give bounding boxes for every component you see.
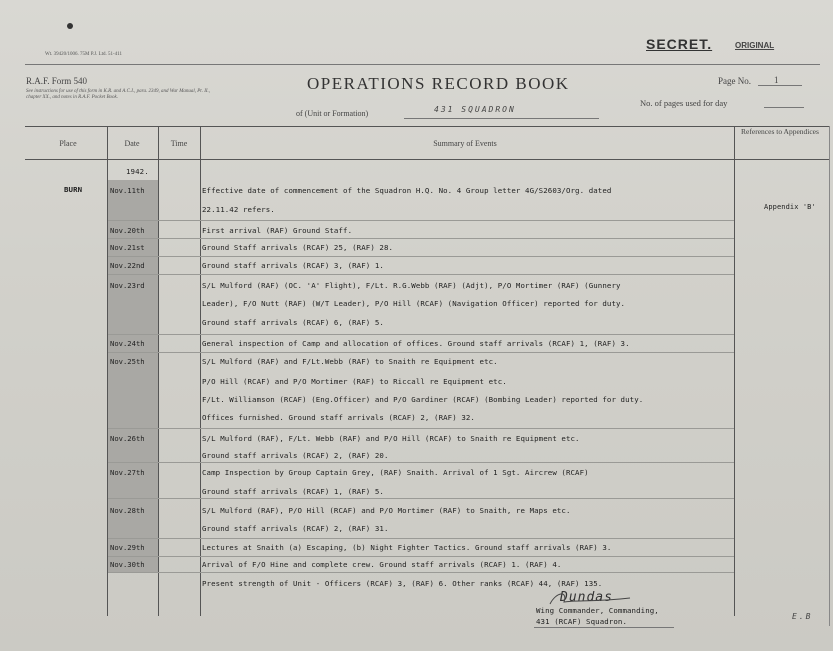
row-separator xyxy=(108,572,734,573)
date-cell: Nov.11th xyxy=(110,186,145,195)
unit-label: of (Unit or Formation) xyxy=(296,109,369,118)
date-cell: Nov.20th xyxy=(110,226,145,235)
header-date: Date xyxy=(124,139,140,148)
col-divider-time xyxy=(200,126,201,616)
appendix-reference: Appendix 'B' xyxy=(764,203,816,211)
form-name: R.A.F. Form 540 xyxy=(26,76,88,86)
table-top-rule xyxy=(25,126,830,127)
event-line: F/Lt. Williamson (RCAF) (Eng.Officer) and P/O Gardiner (RCAF) (Bombing Leader) reported for duty. xyxy=(202,395,644,404)
original-stamp: ORIGINAL xyxy=(735,41,775,50)
date-cell: Nov.29th xyxy=(110,543,145,552)
page-no-label: Page No. xyxy=(718,76,751,86)
header-time: Time xyxy=(170,139,188,148)
signature-unit: 431 (RCAF) Squadron. xyxy=(536,617,627,626)
date-cell: Nov.30th xyxy=(110,560,145,569)
row-separator xyxy=(108,498,734,499)
header-summary: Summary of Events xyxy=(433,139,497,148)
row-separator xyxy=(108,462,734,463)
event-line: S/L Mulford (RAF), F/Lt. Webb (RAF) and P/O Hill (RCAF) to Snaith re Equipment etc. xyxy=(202,434,580,443)
event-line: Ground staff arrivals (RCAF) 2, (RAF) 31. xyxy=(202,524,389,533)
event-line: S/L Mulford (RAF) and F/Lt.Webb (RAF) to Snaith re Equipment etc. xyxy=(202,357,498,366)
event-line: Effective date of commencement of the Squadron H.Q. No. 4 Group letter 4G/S2603/Org. dated xyxy=(202,186,612,195)
document-title: OPERATIONS RECORD BOOK xyxy=(307,74,570,93)
row-separator xyxy=(108,556,734,557)
date-cell: Nov.25th xyxy=(110,357,145,366)
table-right-edge xyxy=(829,126,830,626)
hole-punch-mark xyxy=(67,23,73,29)
header-place: Place xyxy=(59,139,77,148)
table-header-rule xyxy=(25,159,830,160)
row-separator xyxy=(108,352,734,353)
date-cell: Nov.21st xyxy=(110,243,145,252)
event-line: 22.11.42 refers. xyxy=(202,205,275,214)
header-top-rule xyxy=(25,64,820,65)
secret-stamp: SECRET. xyxy=(646,36,713,52)
unit-underline xyxy=(404,118,599,119)
event-line: Ground staff arrivals (RCAF) 1, (RAF) 5. xyxy=(202,487,384,496)
event-line: Ground Staff arrivals (RCAF) 25, (RAF) 28. xyxy=(202,243,394,252)
col-divider-date xyxy=(158,126,159,616)
page-no-value: 1 xyxy=(774,75,779,85)
header-references: References to Appendices xyxy=(741,127,819,136)
row-separator xyxy=(108,256,734,257)
signature-title: Wing Commander, Commanding, xyxy=(536,606,659,615)
event-line: Ground staff arrivals (RCAF) 2, (RAF) 20. xyxy=(202,451,389,460)
row-separator xyxy=(108,334,734,335)
event-line: First arrival (RAF) Ground Staff. xyxy=(202,226,353,235)
col-divider-summary xyxy=(734,126,735,616)
row-separator xyxy=(108,220,734,221)
event-line: S/L Mulford (RAF) (OC. 'A' Flight), F/Lt. R.G.Webb (RAF) (Adjt), P/O Mortimer (RAF) (Gunnery xyxy=(202,281,621,290)
year-value: 1942. xyxy=(126,167,149,176)
event-line: Present strength of Unit - Officers (RCAF) 3, (RAF) 6. Other ranks (RCAF) 44, (RAF) 135. xyxy=(202,579,603,588)
row-separator xyxy=(108,538,734,539)
form-instructions: See instructions for use of this form in K.R. and A.C.I., para. 2349, and War Manual, Pt. II., chapter XX., and notes in R.A.F. Pocket Book. xyxy=(26,89,211,100)
signature-underline xyxy=(534,627,674,628)
event-line: Leader), F/O Nutt (RAF) (W/T Leader), P/O Hill (RCAF) (Navigation Officer) reported for duty. xyxy=(202,299,626,308)
date-shade xyxy=(108,498,158,538)
unit-value: 431 SQUADRON xyxy=(434,105,516,114)
event-line: Ground staff arrivals (RCAF) 6, (RAF) 5. xyxy=(202,318,384,327)
date-cell: Nov.22nd xyxy=(110,261,145,270)
corner-mark: E.B xyxy=(792,612,813,621)
pages-used-label: No. of pages used for day xyxy=(640,98,728,108)
date-cell: Nov.26th xyxy=(110,434,145,443)
row-separator xyxy=(108,428,734,429)
event-line: S/L Mulford (RAF), P/O Hill (RCAF) and P/O Mortimer (RAF) to Snaith, re Maps etc. xyxy=(202,506,571,515)
pages-used-underline xyxy=(764,107,804,108)
print-reference: Wt. 39420/1006. 75M P.J. Ltd. 51-411 xyxy=(45,52,123,57)
date-cell: Nov.27th xyxy=(110,468,145,477)
event-line: P/O Hill (RCAF) and P/O Mortimer (RAF) to Riccall re Equipment etc. xyxy=(202,377,507,386)
event-line: General inspection of Camp and allocation of offices. Ground staff arrivals (RCAF) 1, (RAF) 3. xyxy=(202,339,630,348)
date-cell: Nov.24th xyxy=(110,339,145,348)
event-line: Arrival of F/O Hine and complete crew. Ground staff arrivals (RCAF) 1. (RAF) 4. xyxy=(202,560,562,569)
place-value: BURN xyxy=(64,185,83,194)
date-cell: Nov.28th xyxy=(110,506,145,515)
event-line: Camp Inspection by Group Captain Grey, (RAF) Snaith. Arrival of 1 Sgt. Aircrew (RCAF) xyxy=(202,468,589,477)
page-no-underline xyxy=(758,85,802,86)
event-line: Lectures at Snaith (a) Escaping, (b) Night Fighter Tactics. Ground staff arrivals (RAF) 3. xyxy=(202,543,612,552)
row-separator xyxy=(108,238,734,239)
event-line: Offices furnished. Ground staff arrivals (RCAF) 2, (RAF) 32. xyxy=(202,413,475,422)
event-line: Ground staff arrivals (RCAF) 3, (RAF) 1. xyxy=(202,261,384,270)
date-cell: Nov.23rd xyxy=(110,281,145,290)
row-separator xyxy=(108,274,734,275)
signature-scrawl: Dundas xyxy=(560,590,613,605)
